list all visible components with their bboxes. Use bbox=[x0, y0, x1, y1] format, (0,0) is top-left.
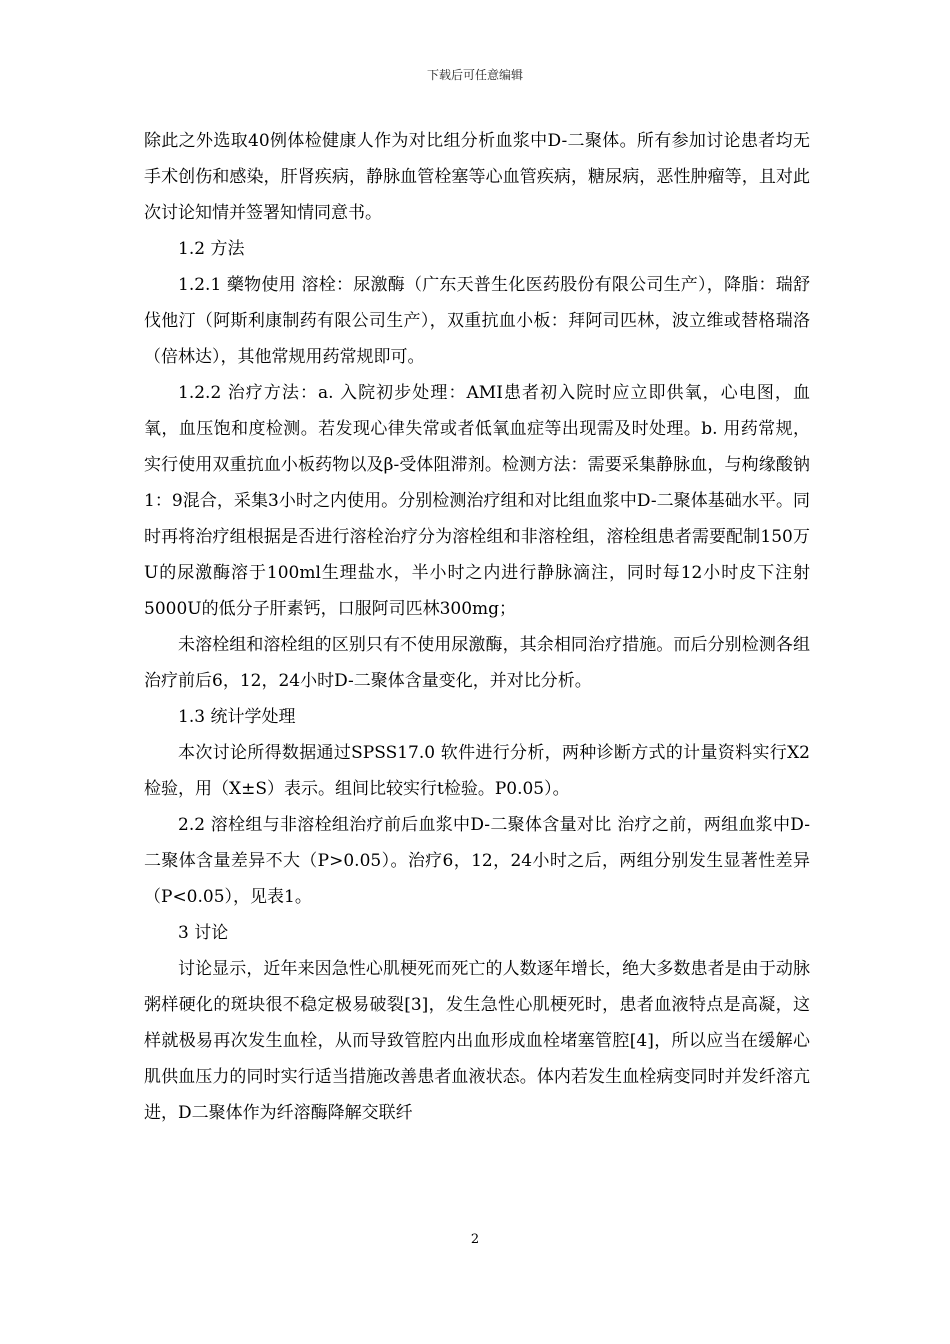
paragraph-group-difference: 未溶栓组和溶栓组的区别只有不使用尿激酶，其余相同治疗措施。而后分别检测各组治疗前后6，12，24小时D-二聚体含量变化，并对比分析。 bbox=[144, 635, 810, 691]
heading-discussion: 3 讨论 bbox=[178, 923, 229, 943]
paragraph-results: 2.2 溶栓组与非溶栓组治疗前后血浆中D-二聚体含量对比 治疗之前，两组血浆中D-二聚体含量差异不大（P>0.05）。治疗6，12，24小时之后，两组分别发生显著性差异（P<0.05），见表1。 bbox=[144, 815, 810, 907]
heading-methods: 1.2 方法 bbox=[178, 239, 245, 259]
paragraph-control-group: 除此之外选取40例体检健康人作为对比组分析血浆中D-二聚体。所有参加讨论患者均无手术创伤和感染，肝肾疾病，静脉血管栓塞等心血管疾病，糖尿病，恶性肿瘤等，且对此次讨论知情并签署知情同意书。 bbox=[144, 131, 810, 223]
paragraph-statistics: 本次讨论所得数据通过SPSS17.0 软件进行分析，两种诊断方式的计量资料实行X2检验，用（X±S）表示。组间比较实行t检验。P0.05）。 bbox=[144, 743, 810, 799]
paragraph-drug-use: 1.2.1 藥物使用 溶栓：尿激酶（广东天普生化医药股份有限公司生产），降脂：瑞舒伐他汀（阿斯利康制药有限公司生产），双重抗血小板：拜阿司匹林，波立维或替格瑞洛（倍林达），其他常规用药常规即可。 bbox=[144, 275, 810, 367]
page-number: 2 bbox=[470, 1232, 480, 1247]
paragraph-discussion: 讨论显示，近年来因急性心肌梗死而死亡的人数逐年增长，绝大多数患者是由于动脉粥样硬化的斑块很不稳定极易破裂[3]，发生急性心肌梗死时，患者血液特点是高凝，这样就极易再次发生血栓，从而导致管腔内出血形成血栓堵塞管腔[4]，所以应当在缓解心肌供血压力的同时实行适当措施改善患者血液状态。体内若发生血栓病变同时并发纤溶亢进，D二聚体作为纤溶酶降解交联纤 bbox=[144, 959, 810, 1123]
heading-statistics: 1.3 统计学处理 bbox=[178, 707, 296, 727]
paragraph-treatment-method: 1.2.2 治疗方法：a. 入院初步处理：AMI患者初入院时应立即供氧，心电图，血氧，血压饱和度检测。若发现心律失常或者低氧血症等出现需及时处理。b. 用药常规，实行使用双重抗血小板药物以及β-受体阻滞剂。检测方法：需要采集静脉血，与枸缘酸钠1：9混合，采集3小时之内使用。分别检测治疗组和对比组血浆中D-二聚体基础水平。同时再将治疗组根据是否进行溶栓治疗分为溶栓组和非溶栓组，溶栓组患者需要配制150万U的尿激酶溶于100ml生理盐水，半小时之内进行静脉滴注，同时每12小时皮下注射5000U的低分子肝素钙，口服阿司匹林300mg； bbox=[144, 383, 810, 619]
document-body bbox=[144, 123, 810, 1131]
page-header: 下载后可任意编辑 bbox=[426, 68, 523, 82]
